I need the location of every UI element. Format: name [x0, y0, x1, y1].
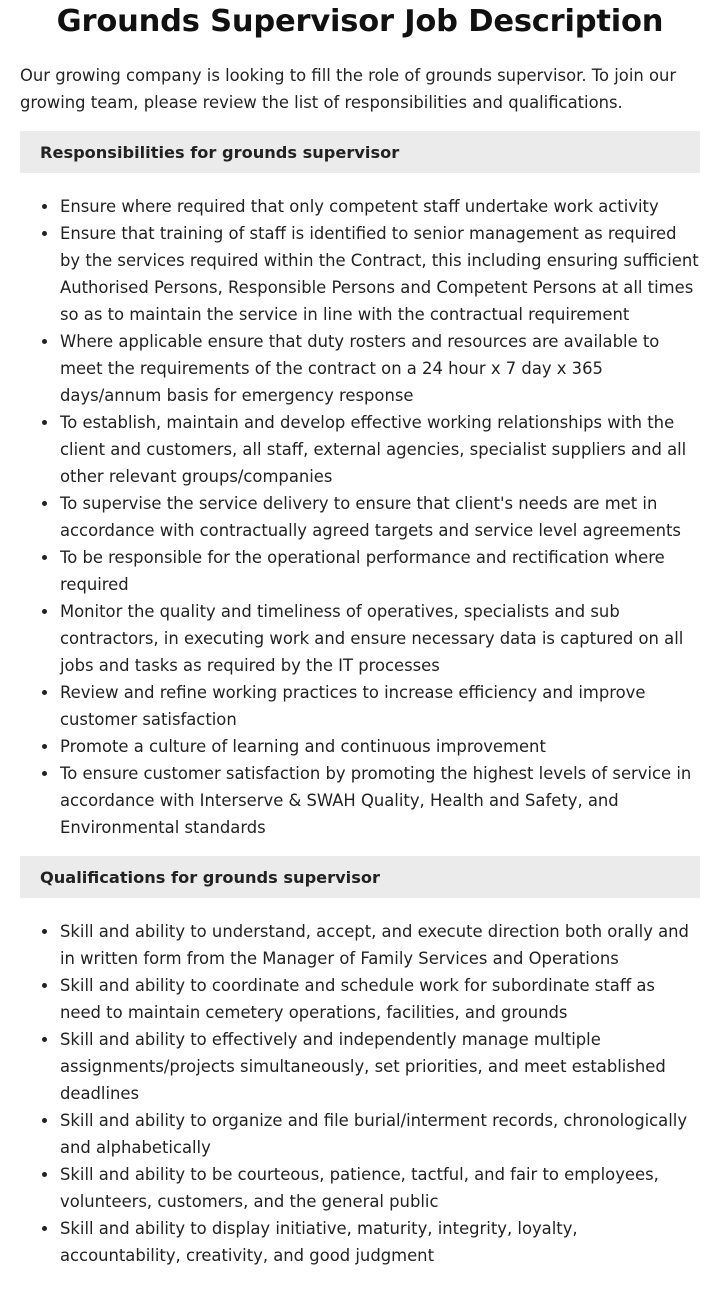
qualifications-heading: Qualifications for grounds supervisor: [20, 856, 700, 898]
list-item: Ensure that training of staff is identified to senior management as required by the services required within the Contract, this including ensuring sufficient Authorised Persons, Responsible Persons and Competent Persons at all times so as to maintain the service in line with the contractual requirement: [60, 220, 700, 328]
list-item: Ensure where required that only competent staff undertake work activity: [60, 193, 700, 220]
list-item: To supervise the service delivery to ensure that client's needs are met in accordance with contractually agreed targets and service level agreements: [60, 490, 700, 544]
responsibilities-heading: Responsibilities for grounds supervisor: [20, 131, 700, 173]
list-item: Skill and ability to display initiative, maturity, integrity, loyalty, accountability, creativity, and good judgment: [60, 1215, 700, 1269]
list-item: To establish, maintain and develop effective working relationships with the client and customers, all staff, external agencies, specialist suppliers and all other relevant groups/companies: [60, 409, 700, 490]
list-item: Skill and ability to understand, accept, and execute direction both orally and in written form from the Manager of Family Services and Operations: [60, 918, 700, 972]
list-item: Skill and ability to organize and file burial/interment records, chronologically and alphabetically: [60, 1107, 700, 1161]
list-item: Promote a culture of learning and continuous improvement: [60, 733, 700, 760]
list-item: Skill and ability to effectively and independently manage multiple assignments/projects simultaneously, set priorities, and meet established deadlines: [60, 1026, 700, 1107]
qualifications-list: [20, 918, 700, 1269]
list-item: To be responsible for the operational performance and rectification where required: [60, 544, 700, 598]
intro-paragraph: Our growing company is looking to fill the role of grounds supervisor. To join our growing team, please review the list of responsibilities and qualifications.: [20, 66, 677, 112]
list-item: Skill and ability to be courteous, patience, tactful, and fair to employees, volunteers, customers, and the general public: [60, 1161, 700, 1215]
responsibilities-list: [20, 193, 700, 841]
list-item: Skill and ability to coordinate and schedule work for subordinate staff as need to maintain cemetery operations, facilities, and grounds: [60, 972, 700, 1026]
page-title: Grounds Supervisor Job Description: [56, 4, 664, 39]
list-item: Where applicable ensure that duty rosters and resources are available to meet the requirements of the contract on a 24 hour x 7 day x 365 days/annum basis for emergency response: [60, 328, 700, 409]
list-item: To ensure customer satisfaction by promoting the highest levels of service in accordance with Interserve & SWAH Quality, Health and Safety, and Environmental standards: [60, 760, 700, 841]
list-item: Monitor the quality and timeliness of operatives, specialists and sub contractors, in executing work and ensure necessary data is captured on all jobs and tasks as required by the IT processes: [60, 598, 700, 679]
list-item: Review and refine working practices to increase efficiency and improve customer satisfaction: [60, 679, 700, 733]
